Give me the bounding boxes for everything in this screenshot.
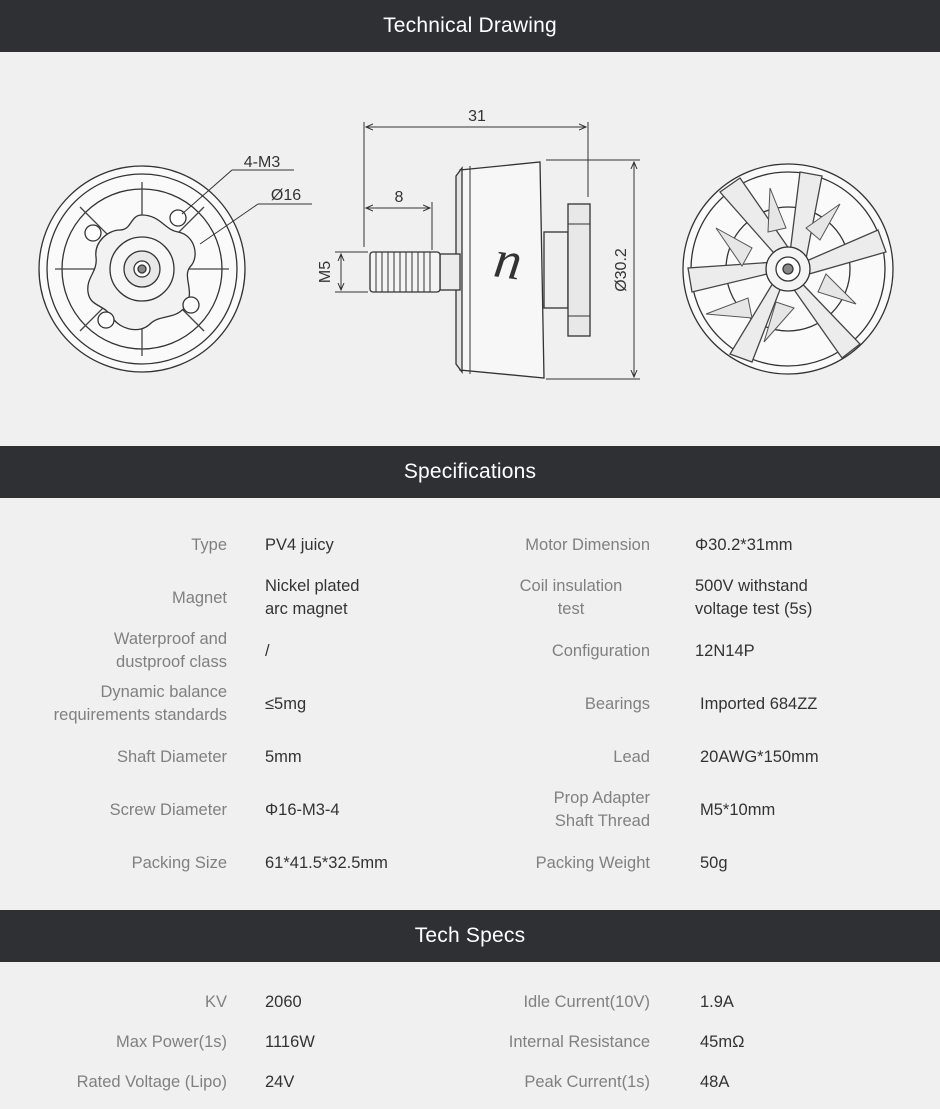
screw-count-label: 4-M3 — [243, 154, 281, 171]
spec-value: 50g — [700, 854, 728, 872]
tech-value: 45mΩ — [700, 1033, 745, 1051]
spec-value: PV4 juicy — [265, 536, 334, 554]
spec-label: Motor Dimension — [525, 536, 650, 554]
tech-label: Max Power(1s) — [116, 1033, 227, 1051]
spec-value: Imported 684ZZ — [700, 695, 818, 713]
tech-label: Idle Current(10V) — [523, 993, 650, 1011]
spec-label: Screw Diameter — [109, 801, 227, 819]
spec-label: Lead — [613, 748, 650, 766]
dimension-thread: M5 — [317, 260, 334, 284]
spec-value: ≤5mg — [265, 695, 307, 713]
technical-drawing — [0, 52, 940, 446]
dimension-shaft: 8 — [394, 189, 404, 206]
section-title: Tech Specs — [414, 924, 526, 947]
spec-value: 12N14P — [695, 642, 755, 660]
tech-value: 24V — [265, 1073, 295, 1091]
tech-value: 1.9A — [700, 993, 734, 1011]
tech-value: 1116W — [265, 1033, 315, 1051]
dimension-diameter: Ø30.2 — [613, 248, 630, 292]
spec-label: Coil insulation test — [519, 577, 623, 618]
spec-label: Magnet — [171, 589, 227, 607]
screw-circle-label: Ø16 — [270, 187, 302, 204]
tech-value: 48A — [700, 1073, 730, 1091]
spec-label: Configuration — [551, 642, 650, 660]
spec-label: Prop Adapter Shaft Thread — [553, 789, 650, 830]
section-header-specifications — [0, 446, 940, 498]
brand-logo-glyph: n — [490, 228, 526, 292]
spec-label: Dynamic balance requirements standards — [53, 683, 227, 724]
spec-value: 61*41.5*32.5mm — [265, 854, 388, 872]
spec-value: M5*10mm — [700, 801, 776, 819]
tech-label: Peak Current(1s) — [524, 1073, 650, 1091]
spec-label: Shaft Diameter — [116, 748, 227, 766]
spec-value: 500V withstand voltage test (5s) — [695, 577, 813, 618]
spec-label: Waterproof and dustproof class — [113, 630, 227, 671]
spec-value: 5mm — [265, 748, 302, 766]
spec-label: Type — [191, 536, 227, 554]
motor-top-view — [683, 164, 893, 374]
tech-value: 2060 — [265, 993, 302, 1011]
dimension-length: 31 — [468, 108, 486, 125]
tech-label: Internal Resistance — [508, 1033, 650, 1051]
spec-value: / — [265, 642, 270, 660]
section-title: Technical Drawing — [383, 14, 557, 37]
spec-label: Bearings — [584, 695, 650, 713]
spec-label: Packing Size — [131, 854, 227, 872]
section-header-tech-specs — [0, 910, 940, 962]
section-header-technical-drawing — [0, 0, 940, 52]
motor-drawing-svg — [0, 52, 940, 446]
tech-label: KV — [204, 993, 227, 1011]
spec-value: Nickel plated arc magnet — [265, 577, 360, 618]
spec-value: 20AWG*150mm — [700, 748, 819, 766]
spec-value: Φ30.2*31mm — [695, 536, 793, 554]
tech-label: Rated Voltage (Lipo) — [76, 1073, 227, 1091]
section-title: Specifications — [403, 460, 537, 483]
spec-label: Packing Weight — [535, 854, 650, 872]
spec-value: Φ16-M3-4 — [265, 801, 340, 819]
